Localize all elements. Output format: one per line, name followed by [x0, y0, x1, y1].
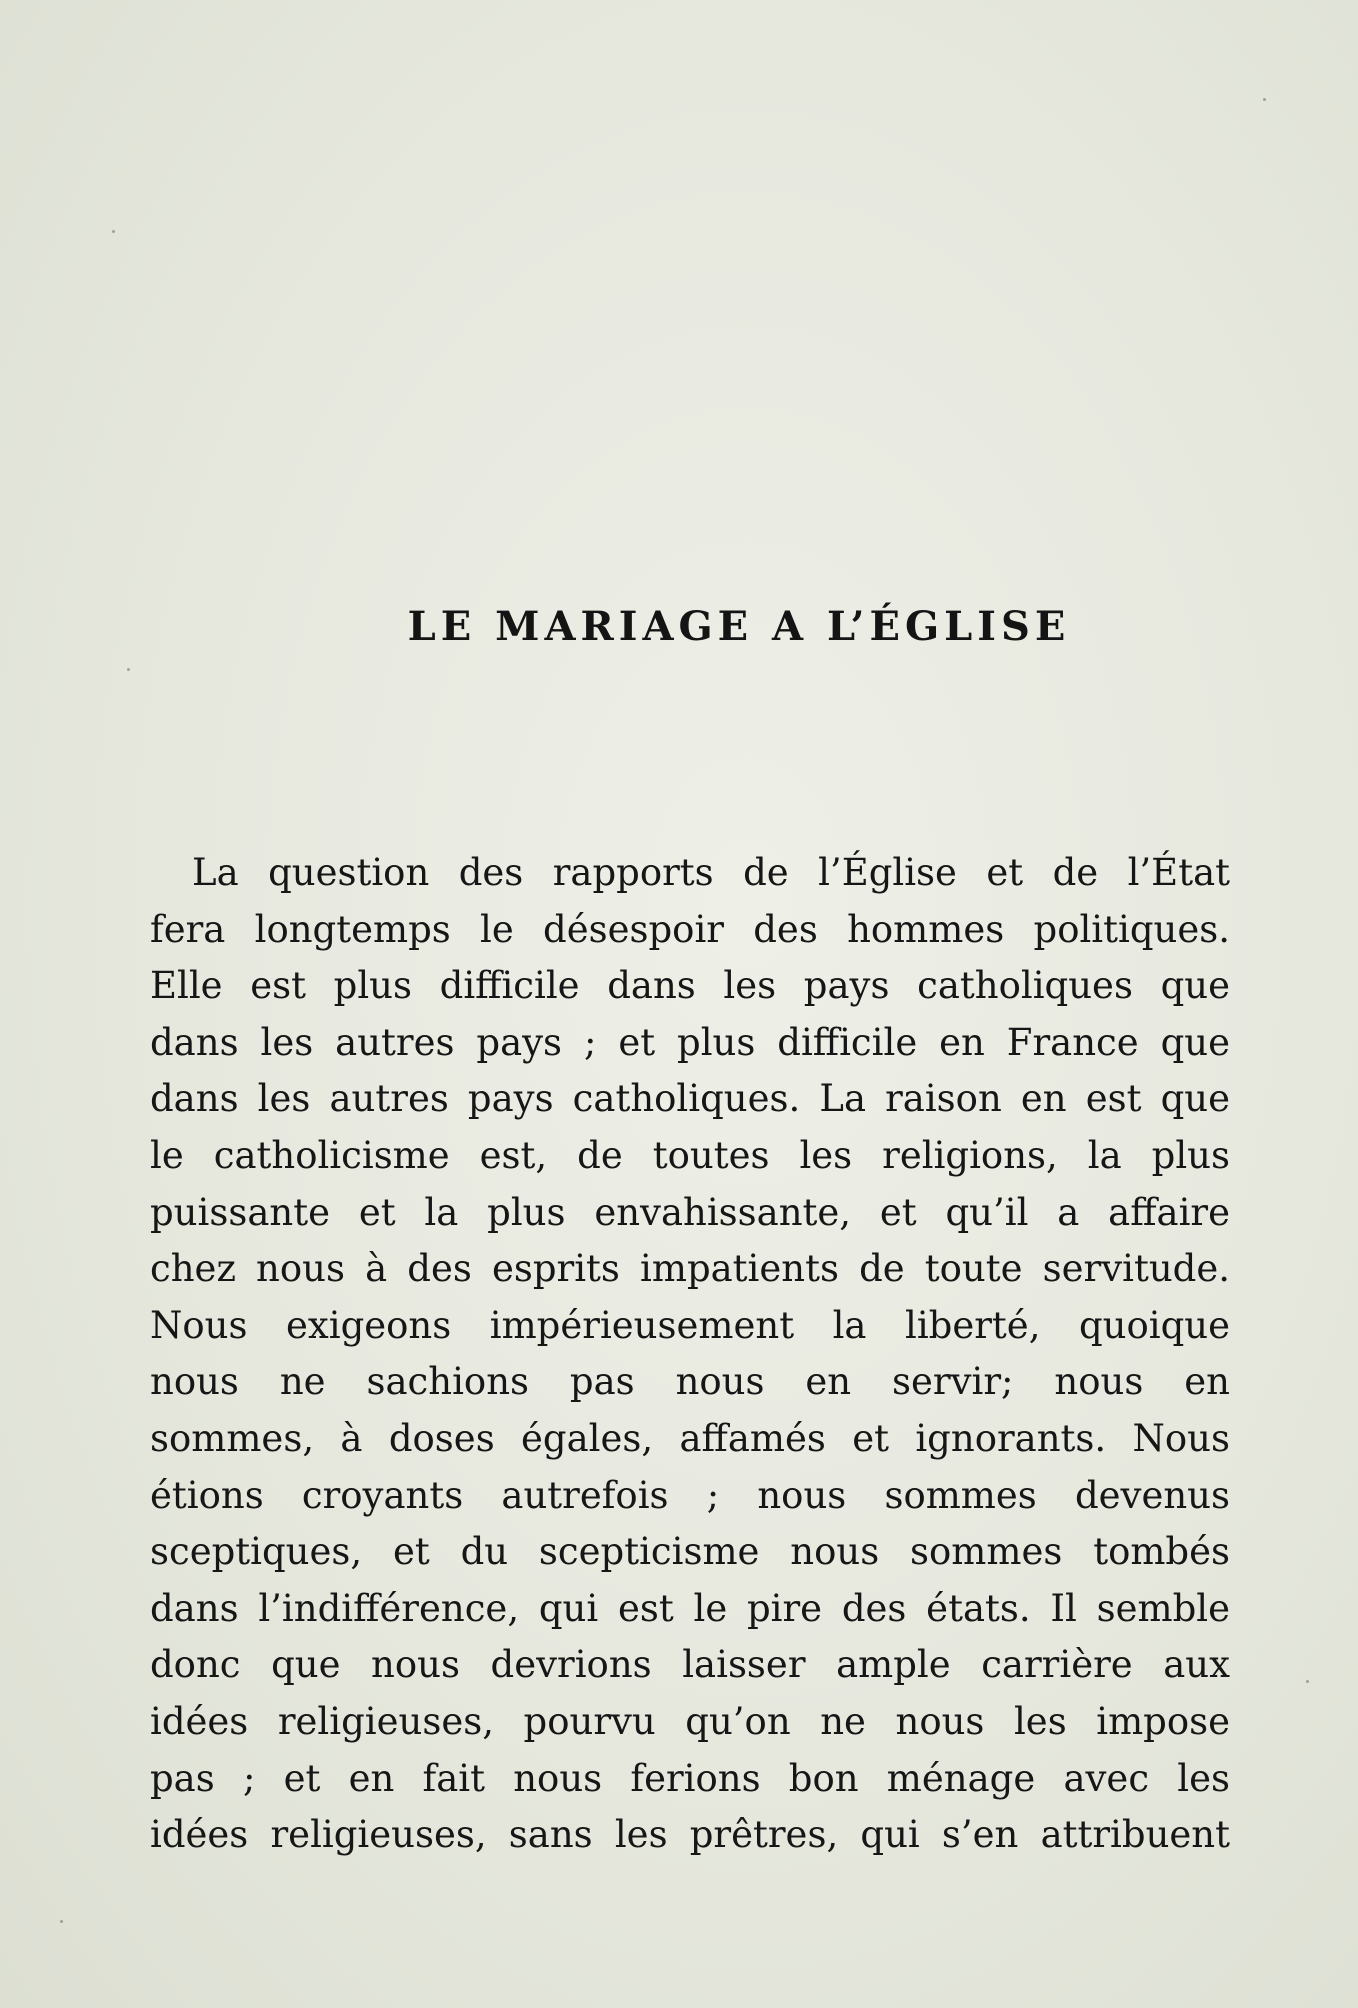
text-line: idées religieuses, sans les prêtres, qui s’en attribuent — [150, 1813, 1230, 1857]
text-line: fera longtemps le désespoir des hommes politiques. — [150, 907, 1230, 951]
paper-speck — [112, 230, 115, 233]
chapter-title: LE MARIAGE A L’ÉGLISE — [407, 603, 1071, 650]
text-line: pas ; et en fait nous ferions bon ménage avec les — [150, 1756, 1230, 1800]
text-line: idées religieuses, pourvu qu’on ne nous les impose — [150, 1699, 1230, 1743]
text-line: donc que nous devrions laisser ample carrière aux — [150, 1643, 1230, 1687]
text-line: nous ne sachions pas nous en servir; nous en — [150, 1360, 1230, 1404]
text-line: sceptiques, et du scepticisme nous sommes tombés — [150, 1530, 1230, 1574]
text-line: dans les autres pays ; et plus difficile en France que — [150, 1020, 1230, 1064]
paper-speck — [1263, 98, 1266, 101]
text-line: étions croyants autrefois ; nous sommes devenus — [150, 1473, 1230, 1517]
text-line: sommes, à doses égales, affamés et ignorants. Nous — [150, 1416, 1230, 1460]
paper-speck — [60, 1920, 63, 1923]
text-line: Nous exigeons impérieusement la liberté, quoique — [150, 1303, 1230, 1347]
paper-speck — [127, 668, 130, 671]
body-text — [150, 845, 1230, 1864]
text-line: dans l’indifférence, qui est le pire des états. Il semble — [150, 1586, 1230, 1630]
text-line: La question des rapports de l’Église et de l’État — [192, 851, 1230, 894]
text-line: dans les autres pays catholiques. La raison en est que — [150, 1077, 1230, 1121]
paper-speck — [1306, 1680, 1309, 1683]
text-line: puissante et la plus envahissante, et qu’il a affaire — [150, 1190, 1230, 1234]
text-line: le catholicisme est, de toutes les religions, la plus — [150, 1133, 1230, 1177]
text-line: Elle est plus difficile dans les pays catholiques que — [150, 964, 1230, 1008]
text-line: chez nous à des esprits impatients de toute servitude. — [150, 1247, 1230, 1291]
